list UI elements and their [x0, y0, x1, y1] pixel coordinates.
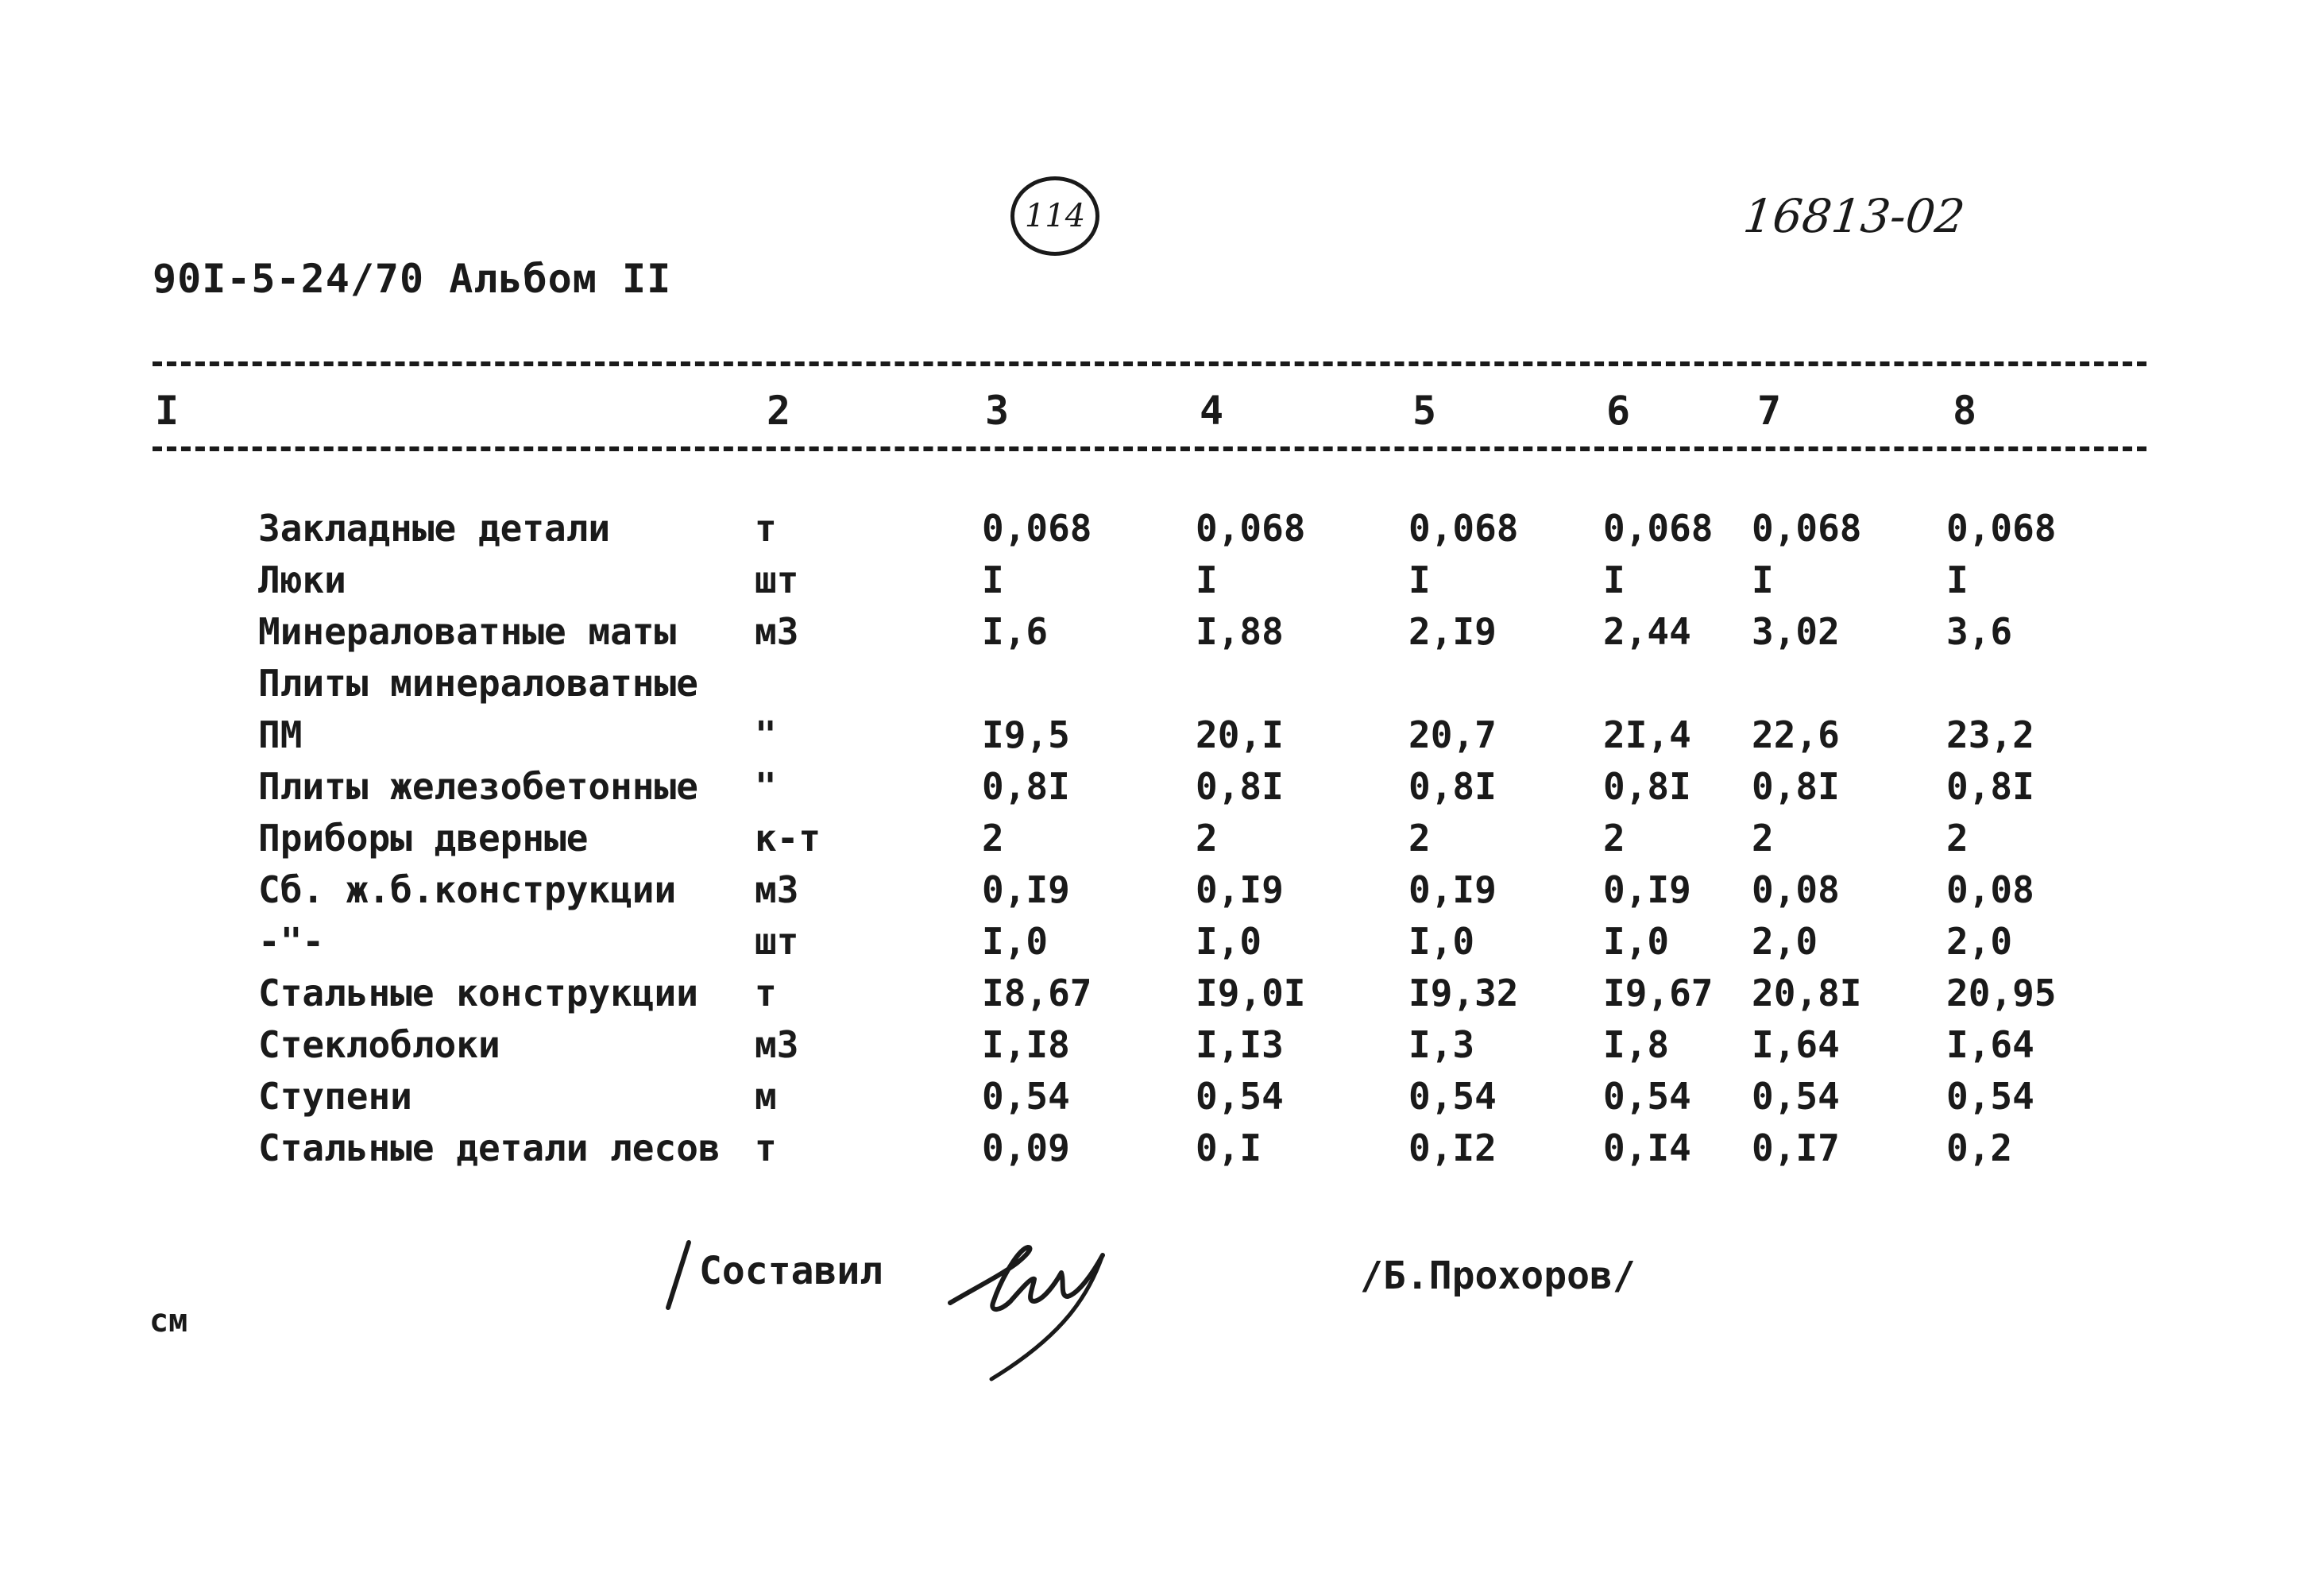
- row-value-3: 0,54: [982, 1075, 1070, 1118]
- row-value-5: 0,8I: [1408, 765, 1497, 808]
- row-unit: шт: [755, 558, 799, 601]
- row-value-4: I9,0I: [1196, 972, 1306, 1014]
- row-value-4: I,0: [1196, 920, 1262, 963]
- row-value-6: 0,I4: [1603, 1126, 1691, 1169]
- corner-mark: см: [149, 1303, 188, 1339]
- row-value-5: I: [1408, 558, 1431, 601]
- row-value-7: 0,54: [1752, 1075, 1840, 1118]
- row-value-7: 3,02: [1752, 610, 1840, 653]
- row-value-4: 0,54: [1196, 1075, 1284, 1118]
- row-value-8: I,64: [1946, 1023, 2034, 1066]
- compiled-by-label: Составил: [699, 1249, 883, 1293]
- row-value-7: 0,068: [1752, 507, 1862, 550]
- row-value-4: I,I3: [1196, 1023, 1284, 1066]
- table-row: [0, 972, 2299, 1019]
- row-value-8: I: [1946, 558, 1969, 601]
- row-value-3: I,6: [982, 610, 1049, 653]
- row-unit: ": [755, 713, 777, 756]
- row-value-3: I: [982, 558, 1004, 601]
- row-value-3: I9,5: [982, 713, 1070, 756]
- row-value-6: 0,068: [1603, 507, 1714, 550]
- row-value-3: I,I8: [982, 1023, 1070, 1066]
- row-name: Стальные детали лесов: [258, 1126, 721, 1169]
- row-value-4: 2: [1196, 817, 1218, 860]
- row-name: Стеклоблоки: [258, 1023, 500, 1066]
- row-value-7: 2,0: [1752, 920, 1818, 963]
- row-value-7: 2: [1752, 817, 1774, 860]
- row-unit: м3: [755, 610, 799, 653]
- row-value-5: I,3: [1408, 1023, 1475, 1066]
- row-value-3: 0,8I: [982, 765, 1070, 808]
- row-value-6: I9,67: [1603, 972, 1714, 1014]
- row-value-7: I,64: [1752, 1023, 1840, 1066]
- row-value-8: 0,54: [1946, 1075, 2034, 1118]
- row-value-6: I,0: [1603, 920, 1670, 963]
- row-value-7: 0,I7: [1752, 1126, 1840, 1169]
- row-name: -"-: [258, 920, 325, 963]
- row-value-7: 22,6: [1752, 713, 1840, 756]
- row-name: Приборы дверные: [258, 817, 589, 860]
- row-value-6: 0,54: [1603, 1075, 1691, 1118]
- column-header-8: 8: [1953, 388, 1977, 434]
- row-value-8: 23,2: [1946, 713, 2034, 756]
- row-value-4: 0,I: [1196, 1126, 1262, 1169]
- row-value-8: 20,95: [1946, 972, 2057, 1014]
- header-top-rule: [153, 361, 2146, 366]
- row-value-6: 0,I9: [1603, 868, 1691, 911]
- column-header-4: 4: [1200, 388, 1224, 434]
- row-value-6: 2,44: [1603, 610, 1691, 653]
- row-value-6: 2I,4: [1603, 713, 1691, 756]
- row-value-7: 0,8I: [1752, 765, 1840, 808]
- row-value-7: I: [1752, 558, 1774, 601]
- row-value-3: 0,09: [982, 1126, 1070, 1169]
- row-unit: т: [755, 972, 777, 1014]
- row-name: Закладные детали: [258, 507, 611, 550]
- row-value-4: 0,068: [1196, 507, 1306, 550]
- column-header-2: 2: [767, 388, 791, 434]
- row-value-3: I8,67: [982, 972, 1092, 1014]
- row-value-7: 20,8I: [1752, 972, 1862, 1014]
- row-unit: м: [755, 1075, 777, 1118]
- page-number-circle: [1010, 176, 1099, 256]
- doc-album: Альбом II: [449, 256, 672, 302]
- table-row: [0, 1126, 2299, 1174]
- row-value-4: I: [1196, 558, 1218, 601]
- table-row: [0, 1023, 2299, 1071]
- archive-number: 16813-02: [1741, 189, 1968, 243]
- table-row: [0, 920, 2299, 968]
- row-value-8: 2: [1946, 817, 1969, 860]
- row-unit: к-т: [755, 817, 821, 860]
- row-name: Люки: [258, 558, 346, 601]
- row-value-4: 0,I9: [1196, 868, 1284, 911]
- row-value-5: I,0: [1408, 920, 1475, 963]
- row-unit: ": [755, 765, 777, 808]
- row-value-3: 0,068: [982, 507, 1092, 550]
- table-row: [0, 765, 2299, 813]
- document-code: [153, 256, 671, 302]
- row-value-3: I,0: [982, 920, 1049, 963]
- column-header-3: 3: [985, 388, 1010, 434]
- row-name: Ступени: [258, 1075, 412, 1118]
- row-value-6: 2: [1603, 817, 1625, 860]
- table-row: [0, 868, 2299, 916]
- row-value-5: I9,32: [1408, 972, 1519, 1014]
- row-name: Стальные конструкции: [258, 972, 698, 1014]
- signature-icon: [945, 1231, 1112, 1382]
- row-unit: м3: [755, 1023, 799, 1066]
- row-name: Сб. ж.б.конструкции: [258, 868, 677, 911]
- table-row: [0, 817, 2299, 864]
- table-row: [0, 507, 2299, 555]
- page-number: 114: [1024, 198, 1086, 234]
- row-value-8: 3,6: [1946, 610, 2013, 653]
- row-unit: м3: [755, 868, 799, 911]
- row-name: Плиты железобетонные: [258, 765, 698, 808]
- row-value-8: 0,068: [1946, 507, 2057, 550]
- row-value-6: I: [1603, 558, 1625, 601]
- row-unit: т: [755, 507, 777, 550]
- row-value-5: 0,068: [1408, 507, 1519, 550]
- row-value-4: 0,8I: [1196, 765, 1284, 808]
- row-name: ПМ: [258, 713, 303, 756]
- row-value-8: 0,08: [1946, 868, 2034, 911]
- row-value-5: 2: [1408, 817, 1431, 860]
- row-value-7: 0,08: [1752, 868, 1840, 911]
- row-value-4: I,88: [1196, 610, 1284, 653]
- header-bottom-rule: [153, 446, 2146, 451]
- table-row: [0, 610, 2299, 658]
- slash-mark-icon: [663, 1239, 695, 1311]
- doc-code-number: 90I-5-24/70: [153, 256, 425, 302]
- column-header-1: I: [155, 388, 180, 434]
- row-name: Плиты минераловатные: [258, 662, 698, 705]
- row-value-8: 0,8I: [1946, 765, 2034, 808]
- row-value-5: 0,I2: [1408, 1126, 1497, 1169]
- row-value-5: 20,7: [1408, 713, 1497, 756]
- table-row: [0, 713, 2299, 761]
- row-value-4: 20,I: [1196, 713, 1284, 756]
- row-unit: шт: [755, 920, 799, 963]
- column-header-5: 5: [1412, 388, 1437, 434]
- row-value-3: 0,I9: [982, 868, 1070, 911]
- table-row: [0, 662, 2299, 709]
- table-row: [0, 558, 2299, 606]
- row-value-5: 2,I9: [1408, 610, 1497, 653]
- column-header-6: 6: [1606, 388, 1631, 434]
- row-value-8: 0,2: [1946, 1126, 2013, 1169]
- row-value-6: I,8: [1603, 1023, 1670, 1066]
- signer-name: /Б.Прохоров/: [1360, 1254, 1636, 1298]
- row-value-5: 0,54: [1408, 1075, 1497, 1118]
- row-value-5: 0,I9: [1408, 868, 1497, 911]
- row-value-3: 2: [982, 817, 1004, 860]
- row-unit: т: [755, 1126, 777, 1169]
- row-name: Минераловатные маты: [258, 610, 677, 653]
- row-value-6: 0,8I: [1603, 765, 1691, 808]
- column-header-7: 7: [1757, 388, 1782, 434]
- row-value-8: 2,0: [1946, 920, 2013, 963]
- table-row: [0, 1075, 2299, 1123]
